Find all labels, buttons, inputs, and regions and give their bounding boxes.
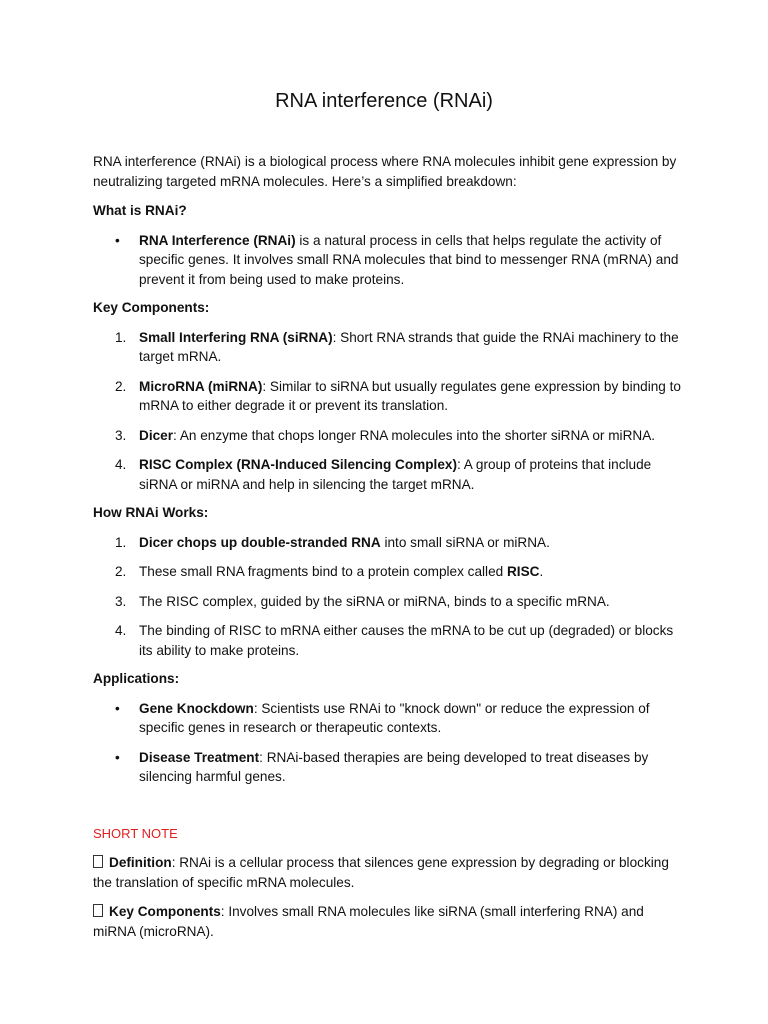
list-item xyxy=(115,748,683,787)
term: Dicer chops up double-stranded RNA xyxy=(139,534,381,550)
term: Key Components xyxy=(109,904,221,919)
what-is-list xyxy=(93,231,683,290)
intro-paragraph: RNA interference (RNAi) is a biological process where RNA molecules inhibit gene expression by neutralizing targeted mRNA molecules. Here’s a simplified breakdown: xyxy=(93,154,677,189)
description: : Scientists use RNAi to "knock down" or reduce the expression of specific genes in research or therapeutic contexts. xyxy=(139,700,650,735)
list-item xyxy=(115,328,683,367)
description: : Short RNA strands that guide the RNAi machinery to the target mRNA. xyxy=(139,329,679,364)
list-number: 1. xyxy=(115,329,127,345)
missing-glyph-icon xyxy=(93,904,103,917)
term: Dicer xyxy=(139,427,174,443)
list-number: 4. xyxy=(115,623,127,638)
description: : Similar to siRNA but usually regulates gene expression by binding to mRNA to either degrade it or prevent its translation. xyxy=(139,378,681,413)
description: : A group of proteins that include siRNA or miRNA and help in silencing the target mRNA. xyxy=(139,457,652,492)
description: : RNAi-based therapies are being developed to treat diseases by silencing harmful genes. xyxy=(139,749,649,784)
document-body xyxy=(93,152,683,951)
list-item xyxy=(115,426,683,446)
term: RISC Complex (RNA-Induced Silencing Complex) xyxy=(139,457,457,472)
description: : Involves small RNA molecules like siRNA (small interfering RNA) and miRNA (microRNA). xyxy=(93,904,644,939)
term: Small Interfering RNA (siRNA) xyxy=(139,329,333,345)
list-item xyxy=(115,592,683,612)
description-suffix: . xyxy=(539,564,544,579)
document-title: RNA interference (RNAi) xyxy=(275,90,493,112)
bullet-icon: • xyxy=(115,749,120,765)
bullet-icon: • xyxy=(115,700,120,716)
how-works-list xyxy=(93,533,683,661)
list-number: 2. xyxy=(115,564,127,579)
bullet-icon: • xyxy=(115,232,120,248)
list-number: 3. xyxy=(115,427,127,443)
description: The RISC complex, guided by the siRNA or miRNA, binds to a specific mRNA. xyxy=(139,593,610,609)
term: RNA Interference (RNAi) xyxy=(139,232,296,248)
short-note-label: SHORT NOTE xyxy=(93,825,178,841)
list-item xyxy=(115,621,683,660)
term: Definition xyxy=(109,855,172,870)
missing-glyph-icon xyxy=(93,855,103,868)
key-components-list xyxy=(93,328,683,495)
term: Gene Knockdown xyxy=(139,700,254,716)
description: : An enzyme that chops longer RNA molecules into the shorter siRNA or miRNA. xyxy=(173,427,656,443)
list-number: 3. xyxy=(115,593,127,609)
description: These small RNA fragments bind to a protein complex called xyxy=(139,564,507,579)
term: Disease Treatment xyxy=(139,749,260,765)
list-item xyxy=(115,231,683,290)
heading-how-works: How RNAi Works: xyxy=(93,505,209,520)
note-key-components xyxy=(93,902,683,941)
applications-list xyxy=(93,699,683,787)
heading-key-components: Key Components: xyxy=(93,300,210,315)
term: MicroRNA (miRNA) xyxy=(139,378,263,394)
list-number: 1. xyxy=(115,534,127,550)
description: The binding of RISC to mRNA either causes the mRNA to be cut up (degraded) or blocks its ability to make proteins. xyxy=(139,623,674,658)
description: : RNAi is a cellular process that silences gene expression by degrading or blocking the translation of specific mRNA molecules. xyxy=(93,855,669,890)
list-item xyxy=(115,562,683,582)
note-definition xyxy=(93,853,683,892)
list-number: 2. xyxy=(115,378,127,394)
list-item xyxy=(115,455,683,494)
description: into small siRNA or miRNA. xyxy=(380,534,550,550)
list-number: 4. xyxy=(115,457,127,472)
list-item xyxy=(115,377,683,416)
description: is a natural process in cells that helps regulate the activity of specific genes. It involves small RNA molecules that bind to messenger RNA (mRNA) and prevent it from being used to make proteins. xyxy=(139,232,679,287)
heading-what-is: What is RNAi? xyxy=(93,203,187,218)
list-item xyxy=(115,533,683,553)
term: RISC xyxy=(506,564,540,579)
list-item xyxy=(115,699,683,738)
heading-applications: Applications: xyxy=(93,671,180,686)
